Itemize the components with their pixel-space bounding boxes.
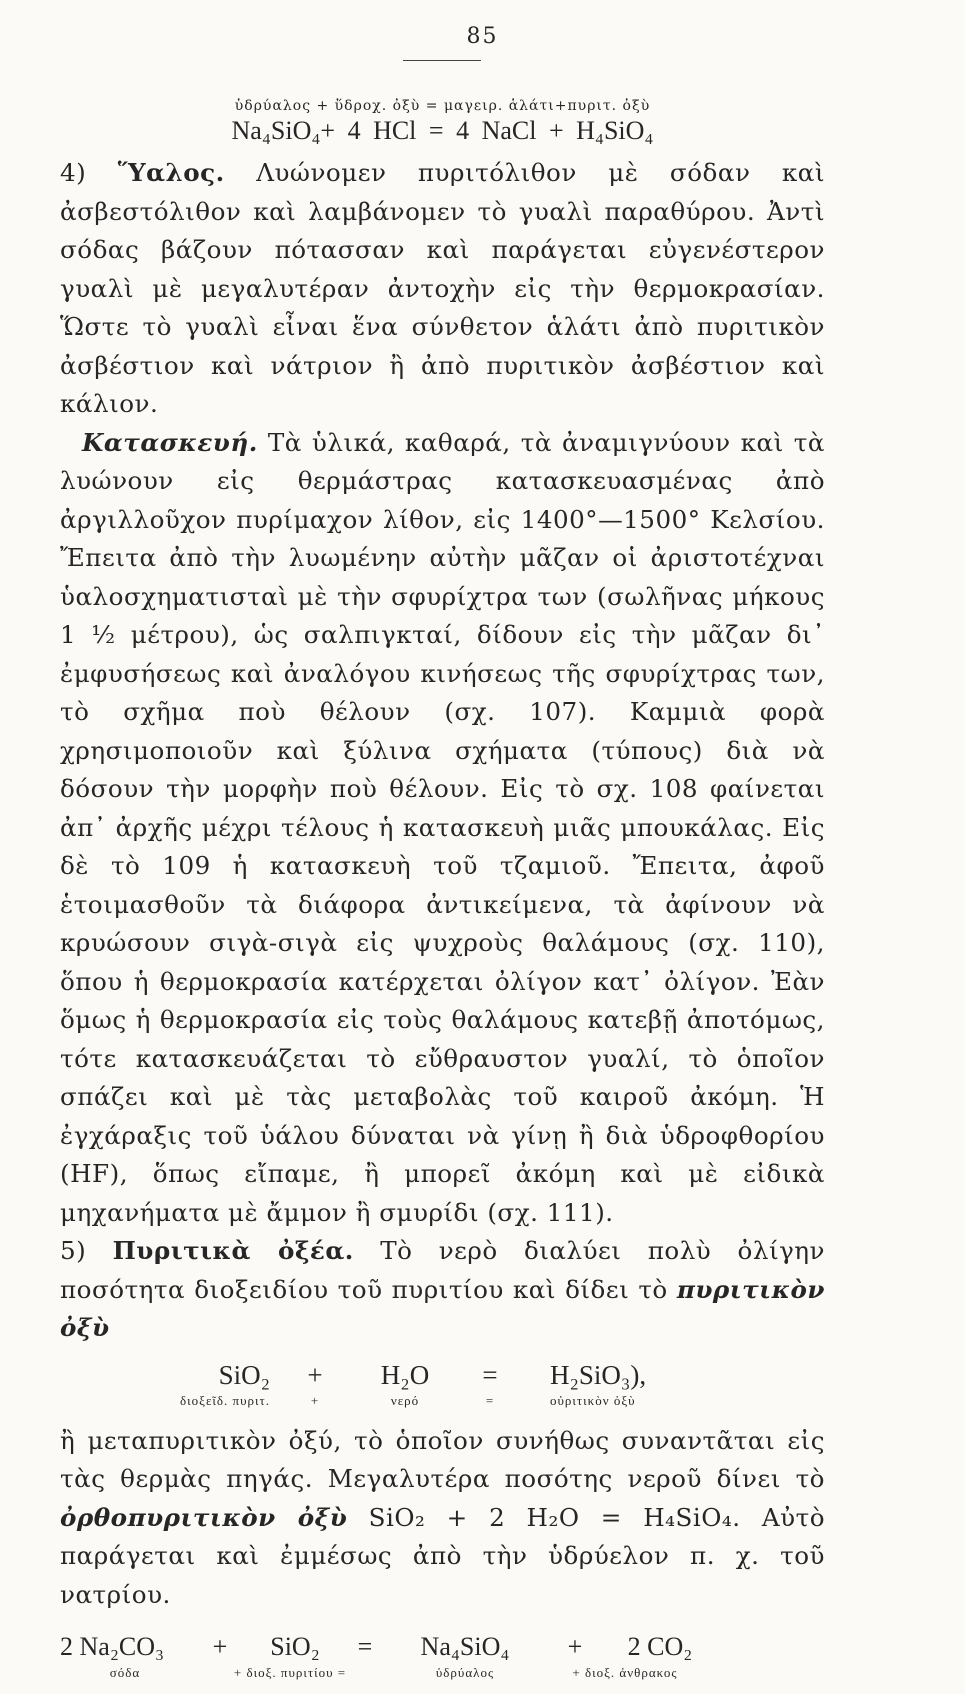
eq3-term: + xyxy=(212,1632,228,1661)
eq2-term: = xyxy=(482,1359,498,1390)
eq3-label: σόδα xyxy=(109,1665,141,1680)
section-5-text: Τὸ νερὸ διαλύει πολὺ ὀλίγην ποσότητα διοξειδίου τοῦ πυριτίου καὶ δίδει τὸ xyxy=(60,1236,825,1304)
eq2-term: H₂O xyxy=(380,1359,430,1390)
page-content xyxy=(60,98,825,1694)
orthosilicic-text-after: Αὐτὸ παράγεται καὶ ἐμμέσως ἀπὸ τὴν ὑδρύελον π. χ. τοῦ νατρίου. xyxy=(60,1502,826,1609)
eq3-label: + διοξ. πυριτίου = xyxy=(233,1665,347,1680)
eq2-label: οὐριτικὸν ὀξὺ xyxy=(550,1392,636,1408)
section-5-heading: Πυριτικὰ ὀξέα. xyxy=(112,1236,354,1265)
orthosilicic-term: ὀρθοπυριτικὸν ὀξὺ xyxy=(60,1502,348,1532)
eq3-label: + διοξ. ἀνθρακος xyxy=(572,1665,678,1680)
equation-1-formula: Na₄SiO₄+ 4 HCl = 4 NaCl + H₄SiO₄ xyxy=(231,116,654,145)
eq2-label: διοξεῖδ. πυριτ. xyxy=(180,1392,270,1408)
eq3-term: = xyxy=(357,1632,373,1661)
section-5-paragraph xyxy=(60,1232,825,1348)
header-rule xyxy=(403,60,481,61)
eq3-term: 2 Na₂CO₃ xyxy=(60,1632,165,1661)
eq3-term: 2 CO₂ xyxy=(627,1632,693,1661)
eq3-term: + xyxy=(567,1632,583,1661)
section-4-text: Λυώνομεν πυριτόλιθον μὲ σόδαν καὶ ἀσβεστόλιθον καὶ λαμβάνομεν τὸ γυαλὶ παραθύρου. Ἀντὶ σόδας βάζουν πότασσαν καὶ παράγεται εὐγενέστερον γυαλὶ μὲ μεγαλυτέραν ἀντοχὴν εἰς τὴν θερμοκρασίαν. Ὥστε τὸ γυαλὶ εἶναι ἕνα σύνθετον ἁλάτι ἀπὸ πυριτικὸν ἀσβέστιον καὶ νάτριον ἢ ἀπὸ πυριτικὸν ἀσβέστιον καὶ κάλιον. xyxy=(60,158,825,418)
eq3-label: ὑδρύαλος xyxy=(435,1665,495,1680)
eq3-term: SiO₂ xyxy=(270,1632,320,1661)
equation-2 xyxy=(60,1358,825,1410)
page-number: 85 xyxy=(466,24,499,49)
section-4-heading: Ὕαλος. xyxy=(117,158,225,187)
eq2-label: + xyxy=(310,1392,320,1408)
eq2-term: H₂SiO₃), xyxy=(550,1359,647,1390)
equation-3 xyxy=(60,1630,825,1682)
eq2-label: = xyxy=(485,1392,495,1408)
eq2-label: νερό xyxy=(390,1392,420,1408)
orthosilicic-text-before: ἢ μεταπυριτικὸν ὀξύ, τὸ ὁποῖον συνήθως συναντᾶται εἰς τὰς θερμὰς πηγάς. Μεγαλυτέρα ποσότης νεροῦ δίνει τὸ xyxy=(60,1425,825,1493)
eq2-term: SiO₂ xyxy=(218,1359,270,1390)
orthosilicic-paragraph xyxy=(60,1422,825,1615)
orthosilicic-formula: SiO₂ + 2 H₂O = H₄SiO₄. xyxy=(368,1502,741,1532)
section-5-term: πυριτικὸν ὀξὺ xyxy=(60,1274,825,1342)
eq2-term: + xyxy=(307,1359,323,1390)
section-5-number: 5) xyxy=(60,1236,87,1265)
equation-1-caption: ὑδρύαλος + ὕδροχ. ὀξὺ = μαγειρ. ἁλάτι+πυριτ. ὀξὺ xyxy=(234,98,651,114)
section-4-number: 4) xyxy=(60,158,87,187)
eq3-term: Na₄SiO₄ xyxy=(420,1632,510,1661)
construction-heading: Κατασκευή. xyxy=(82,427,258,457)
construction-text: Τὰ ὑλικά, καθαρά, τὰ ἀναμιγνύουν καὶ τὰ λυώνουν εἰς θερμάστρας κατασκευασμένας ἀπὸ ἀργιλλοῦχον πυρίμαχον λίθον, εἰς 1400°—1500° Κελσίου. Ἔπειτα ἀπὸ τὴν λυωμένην αὐτὴν μᾶζαν οἱ ἀριστοτέχναι ὑαλοσχηματισταὶ μὲ τὴν σφυρίχτρα των (σωλῆνας μήκους 1 ½ μέτρου), ὡς σαλπιγκταί, δίδουν εἰς τὴν μᾶζαν δι᾽ ἐμφυσήσεως καὶ ἀναλόγου κινήσεως τῆς σφυρίχτρας των, τὸ σχῆμα ποὺ θέλουν (σχ. 107). Καμμιὰ φορὰ χρησιμοποιοῦν καὶ ξύλινα σχήματα (τύπους) διὰ νὰ δόσουν τὴν μορφὴν ποὺ θέλουν. Εἰς τὸ σχ. 108 φαίνεται ἀπ᾽ ἀρχῆς μέχρι τέλους ἡ κατασκευὴ μιᾶς μπουκάλας. Εἰς δὲ τὸ 109 ἡ κατασκευὴ τοῦ τζαμιοῦ. Ἔπειτα, ἀφοῦ ἑτοιμασθοῦν τὰ διάφορα ἀντικείμενα, τὰ ἀφίνουν νὰ κρυώσουν σιγὰ-σιγὰ εἰς ψυχροὺς θαλάμους (σχ. 110), ὅπου ἡ θερμοκρασία κατέρχεται ὀλίγον κατ᾽ ὀλίγον. Ἐὰν ὅμως ἡ θερμοκρασία εἰς τοὺς θαλάμους κατεβῇ ἀποτόμως, τότε κατασκευάζεται τὸ εὔθραυστον γυαλί, τὸ ὁποῖον σπάζει καὶ μὲ τὰς μεταβολὰς τοῦ καιροῦ ἀκόμη. Ἡ ἐγχάραξις τοῦ ὑάλου δύναται νὰ γίνῃ ἢ διὰ ὑδροφθορίου (HF), ὅπως εἴπαμε, ἢ μπορεῖ ἀκόμη καὶ μὲ εἰδικὰ μηχανήματα μὲ ἄμμον ἢ σμυρίδι (σχ. 111). xyxy=(60,427,825,1227)
construction-paragraph xyxy=(60,424,825,1233)
section-4-paragraph xyxy=(60,154,825,424)
